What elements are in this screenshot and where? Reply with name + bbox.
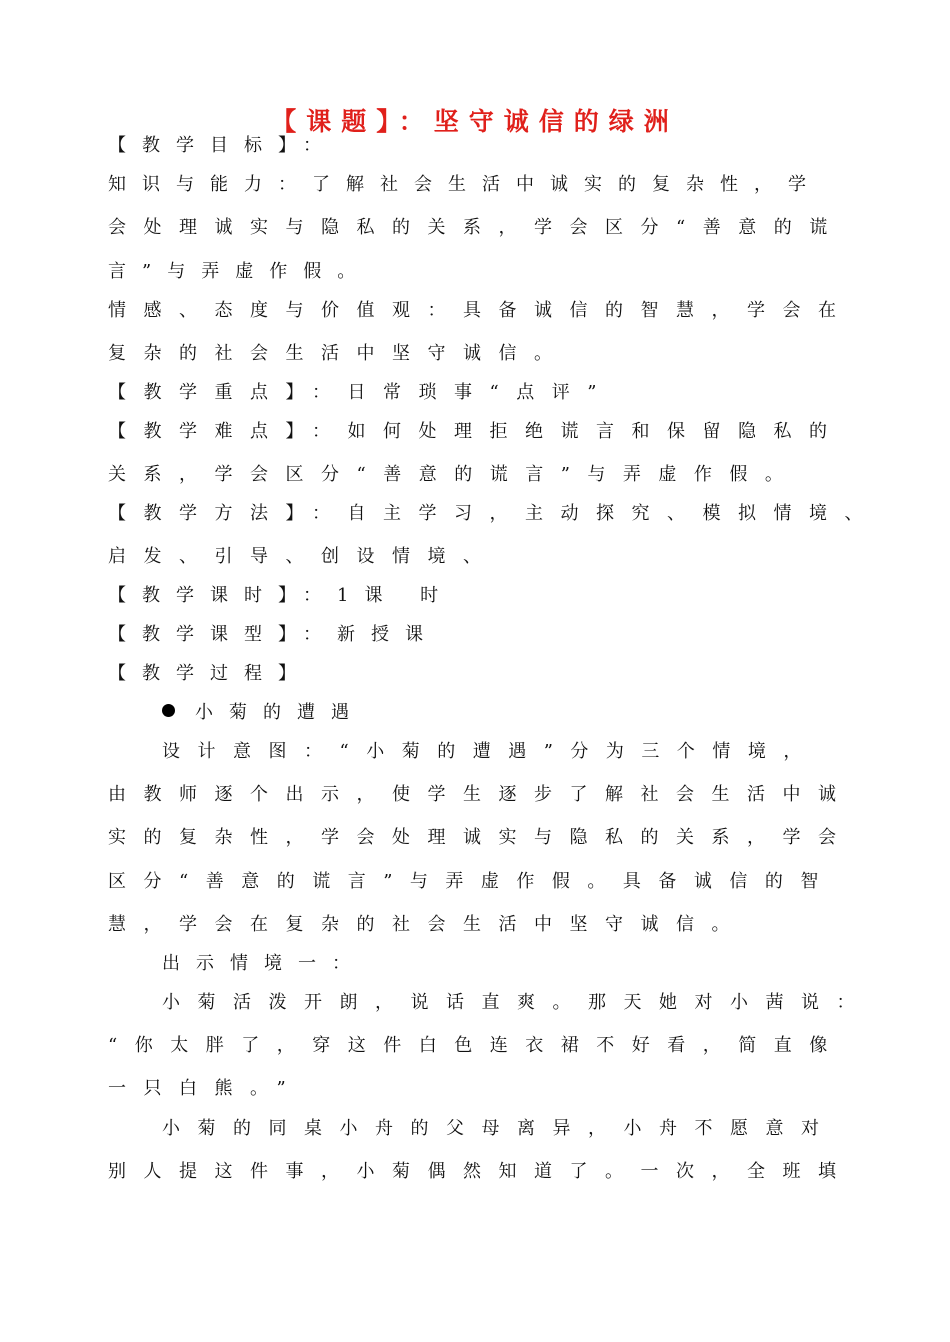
heading-difficulties-line-1: 【教学难点】：如何处理拒绝谎言和保留隐私的 xyxy=(108,421,845,442)
design-intent-line-2: 由教师逐个出示，使学生逐步了解社会生活中诚 xyxy=(108,784,854,805)
design-intent-line-3: 实的复杂性，学会处理诚实与隐私的关系，学会 xyxy=(108,827,854,848)
scenario-one-line-3: 一只白熊。” xyxy=(108,1078,304,1099)
objective-knowledge-line-1: 知识与能力：了解社会生活中诚实的复杂性，学 xyxy=(108,174,822,195)
section-title: 小菊的遭遇 xyxy=(195,702,365,723)
design-intent-line-5: 慧，学会在复杂的社会生活中坚守诚信。 xyxy=(108,914,747,935)
lesson-title: 【课题】：坚守诚信的绿洲 xyxy=(271,107,679,136)
objective-attitude-line-2: 复杂的社会生活中坚守诚信。 xyxy=(108,343,570,364)
heading-lesson-type: 【教学课型】：新授课 xyxy=(108,624,439,645)
scenario-one-line-4: 小菊的同桌小舟的父母离异，小舟不愿意对 xyxy=(162,1118,837,1139)
heading-difficulties-line-2: 关系，学会区分“善意的谎言”与弄虚作假。 xyxy=(108,464,801,485)
objective-knowledge-line-3: 言”与弄虚作假。 xyxy=(108,261,372,282)
design-intent-line-4: 区分“善意的谎言”与弄虚作假。具备诚信的智 xyxy=(108,871,836,892)
heading-methods-line-2: 启发、引导、创设情境、 xyxy=(108,546,499,567)
heading-objectives: 【教学目标】： xyxy=(108,135,337,156)
scenario-one-line-2: “你太胖了，穿这件白色连衣裙不好看，简直像 xyxy=(108,1035,845,1056)
section-bullet xyxy=(162,701,365,725)
design-intent-line-1: 设计意图：“小菊的遭遇”分为三个情境， xyxy=(162,741,819,762)
heading-teaching-process: 【教学过程】 xyxy=(108,663,312,684)
heading-key-points: 【教学重点】：日常琐事“点评” xyxy=(108,382,614,403)
bullet-icon xyxy=(162,704,175,717)
scenario-one-line-1: 小菊活泼开朗，说话直爽。那天她对小茜说： xyxy=(162,992,872,1013)
scenario-one-heading: 出示情境一： xyxy=(162,953,366,974)
objective-knowledge-line-2: 会处理诚实与隐私的关系，学会区分“善意的谎 xyxy=(108,217,845,238)
heading-class-hours: 【教学课时】：1课 时 xyxy=(108,585,455,606)
objective-attitude-line-1: 情感、态度与价值观：具备诚信的智慧，学会在 xyxy=(108,300,854,321)
heading-methods-line-1: 【教学方法】：自主学习，主动探究、模拟情境、 xyxy=(108,503,880,524)
scenario-one-line-5: 别人提这件事，小菊偶然知道了。一次，全班填 xyxy=(108,1161,854,1182)
